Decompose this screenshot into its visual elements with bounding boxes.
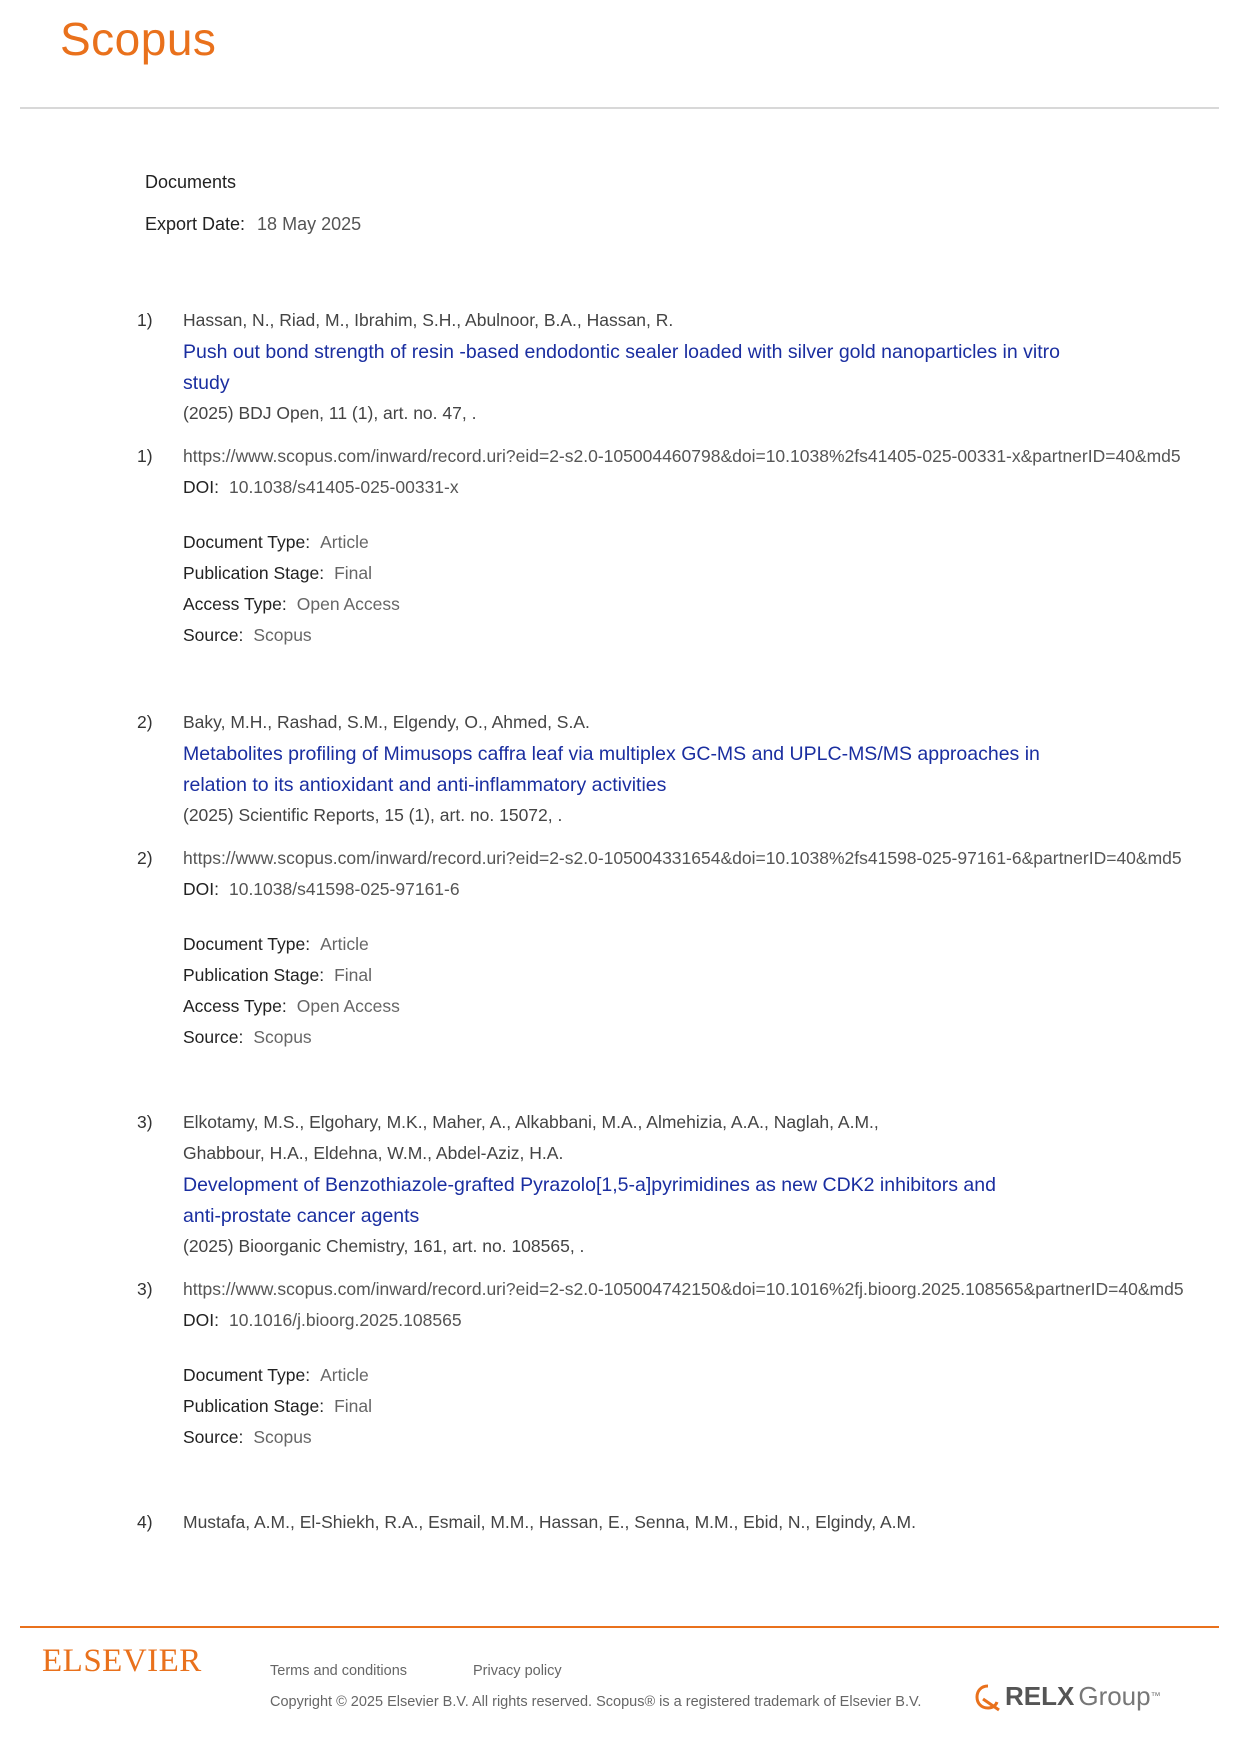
record-authors: Elkotamy, M.S., Elgohary, M.K., Maher, A., Alkabbani, M.A., Almehizia, A.A., Naglah, A.M., xyxy=(183,1112,879,1132)
record-title-link[interactable]: Development of Benzothiazole-grafted Pyrazolo[1,5-a]pyrimidines as new CDK2 inhibitors and xyxy=(183,1174,996,1196)
record-authors: Baky, M.H., Rashad, S.M., Elgendy, O., Ahmed, S.A. xyxy=(183,712,590,732)
field-value: Final xyxy=(334,1396,373,1416)
record-url-link[interactable]: https://www.scopus.com/inward/record.uri?eid=2-s2.0-105004460798&doi=10.1038%2fs41405-025-00331-x&partnerID=40&md5 xyxy=(183,446,1181,466)
record-url-link[interactable]: https://www.scopus.com/inward/record.uri?eid=2-s2.0-105004331654&doi=10.1038%2fs41598-025-97161-6&partnerID=40&md5 xyxy=(183,848,1182,868)
record-title-link[interactable]: relation to its antioxidant and anti-inflammatory activities xyxy=(183,774,667,796)
record-field xyxy=(183,965,372,986)
record-field xyxy=(183,934,369,955)
record-source: (2025) Scientific Reports, 15 (1), art. no. 15072, . xyxy=(183,805,563,825)
terms-link[interactable]: Terms and conditions xyxy=(270,1663,408,1679)
field-value: Open Access xyxy=(296,594,400,614)
relx-group-logo xyxy=(973,1681,1161,1712)
doi-value[interactable]: 10.1016/j.bioorg.2025.108565 xyxy=(228,1310,462,1330)
doi-label: DOI: xyxy=(183,1310,219,1330)
record-number: 4) xyxy=(137,1512,153,1532)
record-doi xyxy=(183,1310,462,1331)
field-label: Source: xyxy=(183,1027,244,1047)
field-label: Access Type: xyxy=(183,594,287,614)
relx-name: RELX xyxy=(1005,1681,1075,1711)
record-field xyxy=(183,1427,312,1448)
doi-label: DOI: xyxy=(183,477,219,497)
privacy-link[interactable]: Privacy policy xyxy=(473,1663,562,1679)
export-date-label: Export Date: xyxy=(145,214,246,234)
footer-divider xyxy=(20,1626,1219,1628)
record-field xyxy=(183,1365,369,1386)
field-label: Document Type: xyxy=(183,934,311,954)
record-field xyxy=(183,1027,312,1048)
record-title-link[interactable]: anti-prostate cancer agents xyxy=(183,1205,420,1227)
documents-heading: Documents xyxy=(145,172,237,192)
record-number: 2) xyxy=(137,712,153,732)
record-doi xyxy=(183,879,460,900)
field-value: Scopus xyxy=(253,625,312,645)
field-label: Source: xyxy=(183,625,244,645)
doi-value[interactable]: 10.1038/s41405-025-00331-x xyxy=(228,477,459,497)
record-source: (2025) Bioorganic Chemistry, 161, art. no. 108565, . xyxy=(183,1236,585,1256)
field-label: Source: xyxy=(183,1427,244,1447)
relx-trademark: ™ xyxy=(1150,1691,1161,1702)
record-authors: Hassan, N., Riad, M., Ibrahim, S.H., Abulnoor, B.A., Hassan, R. xyxy=(183,310,674,330)
field-label: Publication Stage: xyxy=(183,965,325,985)
record-field xyxy=(183,532,369,553)
field-value: Final xyxy=(334,563,373,583)
field-label: Document Type: xyxy=(183,532,311,552)
field-value: Article xyxy=(320,934,369,954)
elsevier-logo: ELSEVIER xyxy=(42,1643,202,1679)
field-label: Publication Stage: xyxy=(183,1396,325,1416)
record-url-number: 3) xyxy=(137,1279,153,1299)
record-number: 1) xyxy=(137,310,153,330)
relx-icon xyxy=(973,1682,1003,1712)
record-url-link[interactable]: https://www.scopus.com/inward/record.uri?eid=2-s2.0-105004742150&doi=10.1016%2fj.bioorg.2025.108565&partnerID=40&md5 xyxy=(183,1279,1184,1299)
record-field xyxy=(183,625,312,646)
record-field xyxy=(183,594,400,615)
field-value: Open Access xyxy=(296,996,400,1016)
field-label: Access Type: xyxy=(183,996,287,1016)
field-value: Scopus xyxy=(253,1427,312,1447)
record-title-link[interactable]: Metabolites profiling of Mimusops caffra leaf via multiplex GC-MS and UPLC-MS/MS approaches in xyxy=(183,743,1040,765)
field-value: Final xyxy=(334,965,373,985)
doi-label: DOI: xyxy=(183,879,219,899)
field-value: Article xyxy=(320,532,369,552)
export-date-value: 18 May 2025 xyxy=(257,214,362,234)
record-source: (2025) BDJ Open, 11 (1), art. no. 47, . xyxy=(183,403,477,423)
record-url-number: 1) xyxy=(137,446,153,466)
record-field xyxy=(183,563,372,584)
scopus-logo: Scopus xyxy=(60,13,217,65)
record-authors: Ghabbour, H.A., Eldehna, W.M., Abdel-Aziz, H.A. xyxy=(183,1143,564,1163)
record-title-link[interactable]: study xyxy=(183,372,230,394)
record-field xyxy=(183,1396,372,1417)
field-label: Document Type: xyxy=(183,1365,311,1385)
field-value: Scopus xyxy=(253,1027,312,1047)
field-label: Publication Stage: xyxy=(183,563,325,583)
record-url-number: 2) xyxy=(137,848,153,868)
record-authors: Mustafa, A.M., El-Shiekh, R.A., Esmail, M.M., Hassan, E., Senna, M.M., Ebid, N., Elgindy, A.M. xyxy=(183,1512,916,1532)
record-number: 3) xyxy=(137,1112,153,1132)
relx-group: Group xyxy=(1078,1681,1151,1711)
copyright-text: Copyright © 2025 Elsevier B.V. All rights reserved. Scopus® is a registered trademark of Elsevier B.V. xyxy=(270,1694,922,1710)
record-field xyxy=(183,996,400,1017)
doi-value[interactable]: 10.1038/s41598-025-97161-6 xyxy=(228,879,460,899)
record-doi xyxy=(183,477,459,498)
record-title-link[interactable]: Push out bond strength of resin -based endodontic sealer loaded with silver gold nanoparticles in vitro xyxy=(183,341,1060,363)
field-value: Article xyxy=(320,1365,369,1385)
